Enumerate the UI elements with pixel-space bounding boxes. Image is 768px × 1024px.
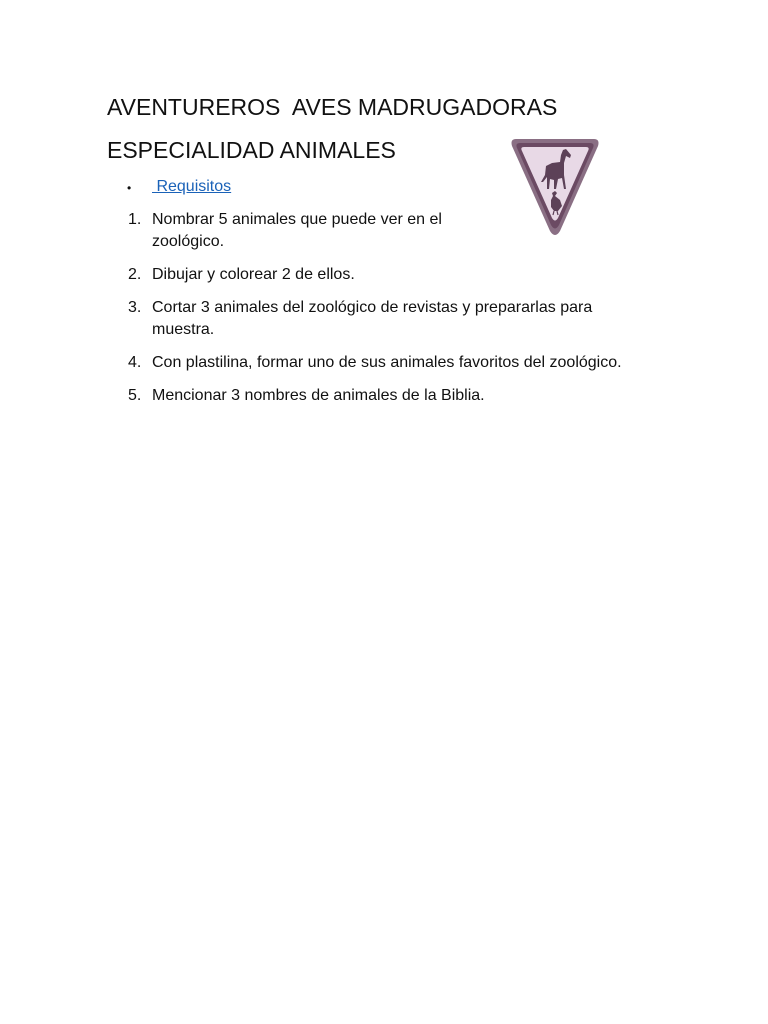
list-item <box>128 297 648 341</box>
list-item <box>128 209 648 253</box>
list-item-number: 1. <box>128 211 142 228</box>
list-item <box>128 385 648 407</box>
list-item-number: 3. <box>128 299 142 316</box>
list-item-number: 4. <box>128 354 142 371</box>
list-item-text: Con plastilina, formar uno de sus animales favoritos del zoológico. <box>152 354 622 371</box>
list-item-number: 5. <box>128 387 142 404</box>
document-subtitle: ESPECIALIDAD ANIMALES <box>107 137 396 163</box>
bullet-symbol: • <box>127 181 132 195</box>
document-title: AVENTUREROS AVES MADRUGADORAS <box>107 94 558 120</box>
list-item-text: Nombrar 5 animales que puede ver en el zoológico. <box>152 211 442 250</box>
list-item <box>128 352 648 374</box>
list-item-text: Dibujar y colorear 2 de ellos. <box>152 266 355 283</box>
requirements-list <box>128 209 648 418</box>
list-item <box>128 264 648 286</box>
requirements-link[interactable]: Requisitos <box>152 178 232 195</box>
list-item-text: Mencionar 3 nombres de animales de la Biblia. <box>152 387 485 404</box>
list-item-number: 2. <box>128 266 142 283</box>
list-item-text: Cortar 3 animales del zoológico de revistas y prepararlas para muestra. <box>152 299 593 338</box>
